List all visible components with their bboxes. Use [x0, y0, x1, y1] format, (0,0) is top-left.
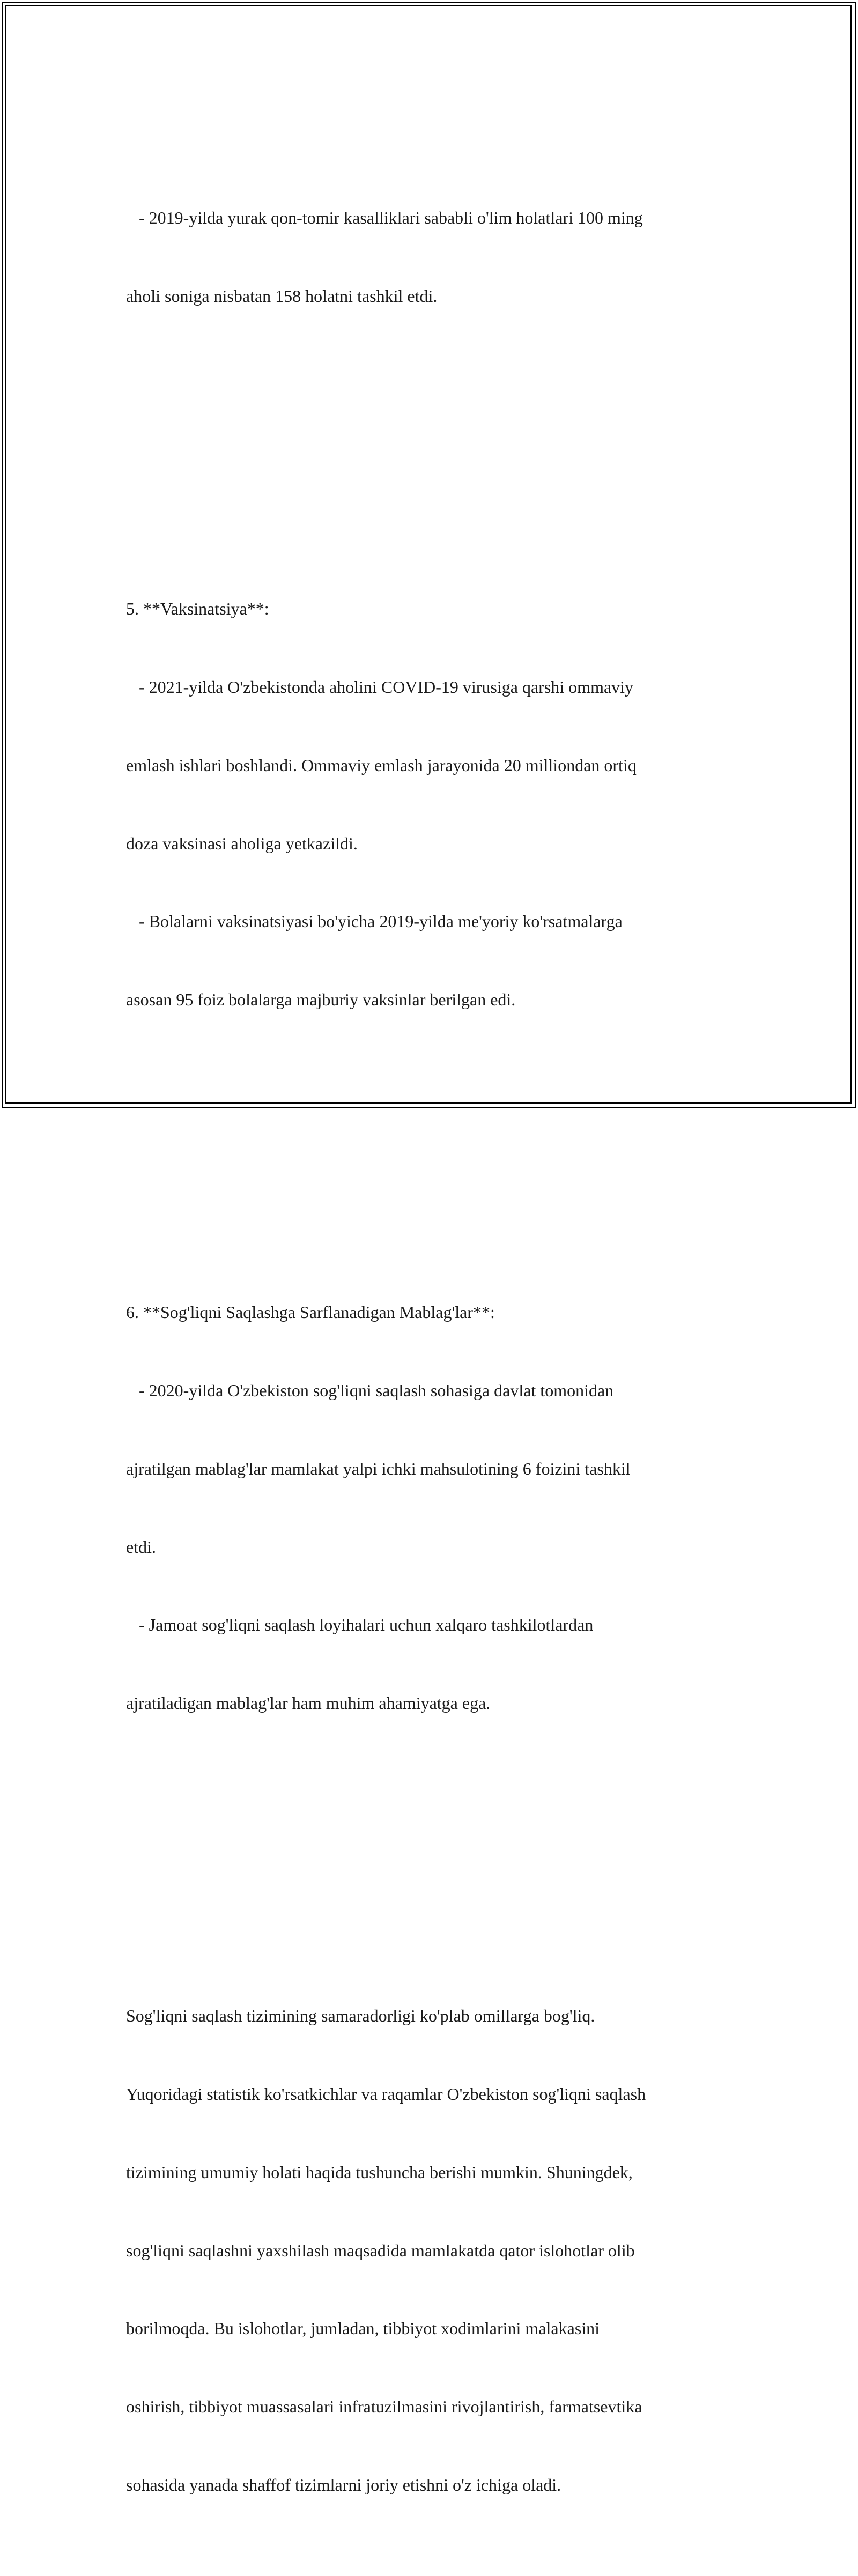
section-6	[126, 1247, 732, 1768]
text-line: Sog'liqni saqlash tizimining samaradorligi ko'plab omillarga bog'liq.	[126, 2006, 595, 2026]
text-line: emlash ishlari boshlandi. Ommaviy emlash jarayonida 20 milliondan ortiq	[126, 755, 637, 775]
section-heading: 6. **Sog'liqni Saqlashga Sarflanadigan Mablag'lar**:	[126, 1302, 495, 1322]
text-line: - 2021-yilda O'zbekistonda aholini COVID-19 virusiga qarshi ommaviy	[126, 677, 634, 697]
paragraph-gap	[126, 1143, 732, 1169]
text-line: oshirish, tibbiyot muassasalari infratuzilmasini rivojlantirish, farmatsevtika	[126, 2397, 642, 2417]
text-line: - Jamoat sog'liqni saqlash loyihalari uchun xalqaro tashkilotlardan	[126, 1615, 594, 1635]
text-line: - Bolalarni vaksinatsiyasi bo'yicha 2019-yilda me'yoriy ko'rsatmalarga	[126, 912, 623, 931]
text-line: etdi.	[126, 1537, 156, 1557]
paragraph-gap	[126, 1847, 732, 1873]
text-line: ajratiladigan mablag'lar ham muhim ahamiyatga ega.	[126, 1693, 491, 1713]
text-line: - 2020-yilda O'zbekiston sog'liqni saqlash sohasiga davlat tomonidan	[126, 1381, 614, 1401]
text-line: aholi soniga nisbatan 158 holatni tashkil etdi.	[126, 286, 438, 306]
section-5	[126, 544, 732, 1065]
section-heading: 5. **Vaksinatsiya**:	[126, 599, 269, 619]
section-4-bullet	[126, 153, 732, 361]
document-body	[126, 101, 732, 2576]
text-line: asosan 95 foiz bolalarga majburiy vaksinlar berilgan edi.	[126, 990, 516, 1010]
text-line: sohasida yanada shaffof tizimlarni joriy etishni o'z ichiga oladi.	[126, 2475, 561, 2495]
text-line: doza vaksinasi aholiga yetkazildi.	[126, 833, 358, 853]
text-line: Yuqoridagi statistik ko'rsatkichlar va raqamlar O'zbekiston sog'liqni saqlash	[126, 2084, 646, 2104]
text-line: - 2019-yilda yurak qon-tomir kasalliklari sababli o'lim holatlari 100 ming	[126, 208, 643, 228]
text-line: ajratilgan mablag'lar mamlakat yalpi ichki mahsulotining 6 foizini tashkil	[126, 1459, 631, 1478]
text-line: sog'liqni saqlashni yaxshilash maqsadida mamlakatda qator islohotlar olib	[126, 2240, 635, 2260]
text-line: borilmoqda. Bu islohotlar, jumladan, tibbiyot xodimlarini malakasini	[126, 2319, 600, 2338]
paragraph-gap	[126, 440, 732, 466]
text-line: tizimining umumiy holati haqida tushuncha berishi mumkin. Shuningdek,	[126, 2162, 633, 2182]
conclusion-paragraph	[126, 1951, 732, 2550]
